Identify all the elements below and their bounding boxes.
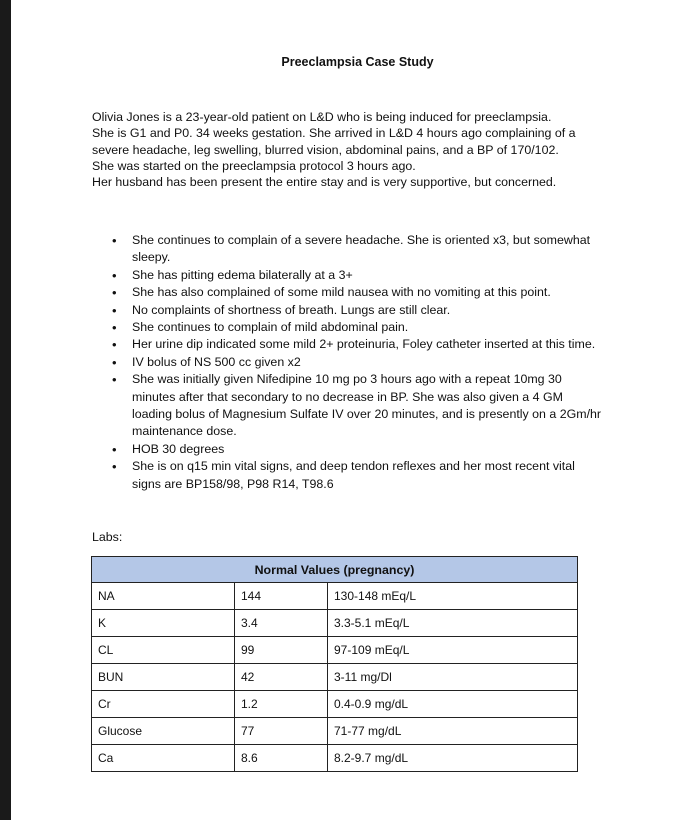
- lab-normal-range: 3-11 mg/Dl: [328, 664, 578, 691]
- window-edge: [0, 0, 11, 820]
- labs-header: Normal Values (pregnancy): [92, 557, 578, 583]
- lab-normal-range: 8.2-9.7 mg/dL: [328, 745, 578, 772]
- intro-paragraph: [92, 109, 652, 190]
- labs-label: Labs:: [92, 530, 123, 544]
- lab-normal-range: 130-148 mEq/L: [328, 583, 578, 610]
- lab-normal-range: 97-109 mEq/L: [328, 637, 578, 664]
- table-row: [92, 583, 578, 610]
- bullet-item: • She is on q15 min vital signs, and deep tendon reflexes and her most recent vital signs are BP158/98, P98 R14, T98.6: [112, 458, 602, 493]
- bullet-item: • She continues to complain of mild abdominal pain.: [112, 319, 602, 336]
- table-row: [92, 610, 578, 637]
- lab-value: 144: [235, 583, 328, 610]
- lab-normal-range: 71-77 mg/dL: [328, 718, 578, 745]
- lab-normal-range: 3.3-5.1 mEq/L: [328, 610, 578, 637]
- intro-line: Her husband has been present the entire stay and is very supportive, but concerned.: [92, 175, 557, 190]
- lab-value: 42: [235, 664, 328, 691]
- lab-value: 3.4: [235, 610, 328, 637]
- lab-value: 8.6: [235, 745, 328, 772]
- lab-name: Ca: [92, 745, 235, 772]
- bullet-item: • No complaints of shortness of breath. Lungs are still clear.: [112, 302, 602, 319]
- bullet-item: • HOB 30 degrees: [112, 441, 602, 458]
- document-page: [11, 0, 694, 820]
- bullet-item: • She has pitting edema bilaterally at a 3+: [112, 267, 602, 284]
- lab-value: 99: [235, 637, 328, 664]
- bullet-item: • IV bolus of NS 500 cc given x2: [112, 354, 602, 371]
- lab-name: K: [92, 610, 235, 637]
- table-row: [92, 745, 578, 772]
- lab-value: 77: [235, 718, 328, 745]
- lab-normal-range: 0.4-0.9 mg/dL: [328, 691, 578, 718]
- lab-name: Cr: [92, 691, 235, 718]
- bullet-item: • She has also complained of some mild nausea with no vomiting at this point.: [112, 284, 602, 301]
- labs-header-row: [92, 557, 578, 583]
- lab-name: NA: [92, 583, 235, 610]
- lab-name: CL: [92, 637, 235, 664]
- labs-table: [91, 556, 578, 772]
- assessment-bullet-list: [112, 232, 602, 493]
- intro-line: Olivia Jones is a 23-year-old patient on L&D who is being induced for preeclampsia.: [92, 110, 552, 124]
- table-row: [92, 637, 578, 664]
- table-row: [92, 718, 578, 745]
- table-row: [92, 691, 578, 718]
- intro-line: severe headache, leg swelling, blurred vision, abdominal pains, and a BP of 170/102.: [92, 142, 559, 157]
- document-title: Preeclampsia Case Study: [281, 55, 434, 69]
- bullet-item: • She continues to complain of a severe headache. She is oriented x3, but somewhat sleepy.: [112, 232, 602, 267]
- bullet-item: • She was initially given Nifedipine 10 mg po 3 hours ago with a repeat 10mg 30 minutes after that secondary to no decrease in BP. She was also given a 4 GM loading bolus of Magnesium Sulfate IV over 20 minutes, and is presently on a 2Gm/hr maintenance dose.: [112, 371, 602, 441]
- lab-name: BUN: [92, 664, 235, 691]
- intro-line: She is G1 and P0. 34 weeks gestation. She arrived in L&D 4 hours ago complaining of a: [92, 126, 576, 141]
- table-row: [92, 664, 578, 691]
- bullet-item: • Her urine dip indicated some mild 2+ proteinuria, Foley catheter inserted at this time.: [112, 336, 602, 353]
- lab-value: 1.2: [235, 691, 328, 718]
- intro-line: She was started on the preeclampsia protocol 3 hours ago.: [92, 158, 416, 173]
- lab-name: Glucose: [92, 718, 235, 745]
